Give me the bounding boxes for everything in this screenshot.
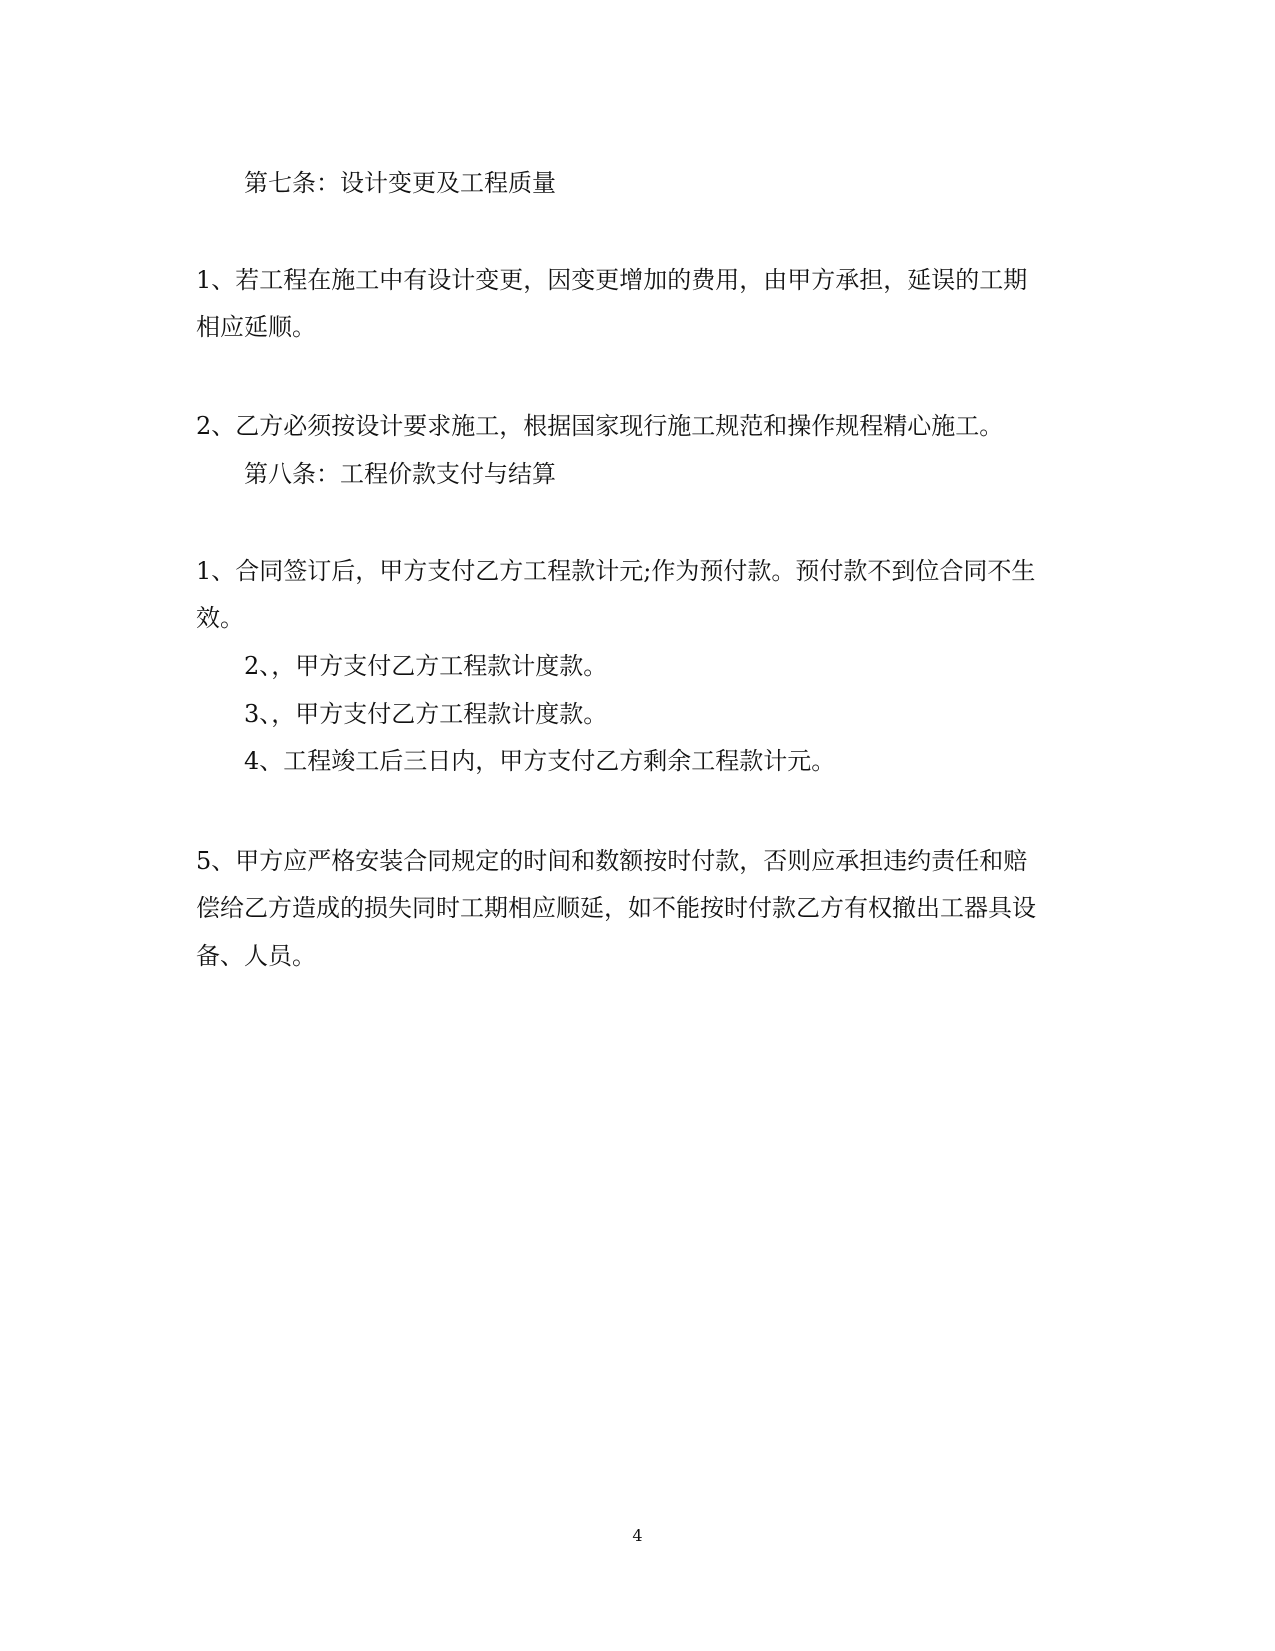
page-number: 4 bbox=[632, 1526, 643, 1545]
article-8-item-5-line-3: 备、人员。 bbox=[196, 942, 316, 970]
article-8-item-4: 4、工程竣工后三日内，甲方支付乙方剩余工程款计元。 bbox=[244, 747, 836, 775]
article-7-item-1-line-2: 相应延顺。 bbox=[196, 313, 316, 341]
article-8-item-3: 3、，甲方支付乙方工程款计度款。 bbox=[244, 700, 608, 728]
article-8-item-1-line-2: 效。 bbox=[196, 604, 244, 632]
article-7-item-2: 2、乙方必须按设计要求施工，根据国家现行施工规范和操作规程精心施工。 bbox=[196, 412, 1004, 440]
article-8-item-5-line-1: 5、甲方应严格安装合同规定的时间和数额按时付款，否则应承担违约责任和赔 bbox=[196, 847, 1028, 875]
article-8-item-1-line-1: 1、合同签订后，甲方支付乙方工程款计元;作为预付款。预付款不到位合同不生 bbox=[196, 557, 1036, 585]
article-8-heading: 第八条：工程价款支付与结算 bbox=[244, 460, 556, 488]
article-8-item-2: 2、，甲方支付乙方工程款计度款。 bbox=[244, 652, 608, 680]
article-7-item-1-line-1: 1、若工程在施工中有设计变更，因变更增加的费用，由甲方承担，延误的工期 bbox=[196, 266, 1028, 294]
article-7-heading: 第七条：设计变更及工程质量 bbox=[244, 169, 556, 197]
article-8-item-5-line-2: 偿给乙方造成的损失同时工期相应顺延，如不能按时付款乙方有权撤出工器具设 bbox=[196, 894, 1036, 922]
